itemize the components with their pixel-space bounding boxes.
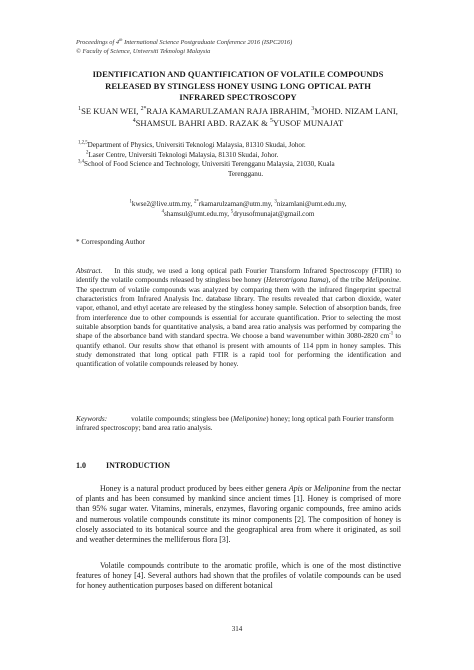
email-link[interactable]: kwse2@live.utm.my, [131,200,194,208]
author-emails: $^1$kwse2@live.utm.my, $^{2*}$rkamarulzaman@utm.my, $^3$nizamlani@umt.edu.my, $^4$shamsul@umt.edu.my, $^5$dryusofmunajat@gmail.com [129,199,347,219]
section-heading [76,461,170,470]
intro-paragraph: Honey is a natural product produced by bees either genera Apis or Meliponine from the nectar of plants and has been consumed by mankind since ancient times [1]. Honey is comprised of more than 95% sugar water. Vitamins, minerals, enzymes, flavoring organic compounds, free amino acids and numerous volatile compounds constitute its minor components [2]. The composition of honey is closely associated to its botanical source and the geographical area from where it originated, as soil and weather determines the melliferous flora [3]. [76,484,401,545]
section-title: INTRODUCTION [106,461,171,470]
abstract: Abstract. In this study, we used a long optical path Fourier Transform Infrared Spectroscopy (FTIR) to identify the volatile compounds released by stingless bee honey (Heterotrigona Itama), of the tribe Meliponine. The spectrum of volatile compounds was analyzed by comparing them with the infrared fingerprint spectral characteristics from Infrared Analysis Inc. database library. The results revealed that carbon dioxide, water vapor, ethanol, and ethyl acetate are released by the stingless honey sample. Selection of absorption bands, free from interference due to other compounds is essential for accurate quantification. Prior to selecting the most suitable absorption bands for quantitative analysis, a band area ratio analysis was performed by comparing the shape of the absorbance band with standard spectra. We choose a band wavenumber within 3080-2820 $cm^{-1}$ to quantify ethanol. Our results show that ethanol is present with amounts of 114 ppm in honey samples. This study demonstrated that long optical path FTIR is a rapid tool for performing the identification and quantification of volatile compounds released by honey. [76,267,402,369]
affiliation-3: $^{3,4}$School of Food Science and Technology, Universiti Terengganu Malaysia, 21030, Kuala [78,159,335,169]
running-header [76,38,292,56]
affiliations [78,141,408,179]
section-number: 1.0 [76,461,86,470]
email-link[interactable]: shamsul@umt.edu.my, [164,210,231,219]
affiliation-3-cont: Terengganu. [228,169,264,178]
page-number: 314 [231,625,243,633]
keywords-label: Keywords: [76,415,108,423]
keywords: Keywords: volatile compounds; stingless bee (Meliponine) honey; long optical path Fourier transform infrared spectroscopy; band area ratio analysis. [76,415,394,433]
copyright-line: © Faculty of Science, Universiti Teknologi Malaysia [76,48,211,55]
email-link[interactable]: rkamarulzaman@utm.my, [198,200,275,208]
author-list: $^1$SE KUAN WEI, $^{2*}$RAJA KAMARULZAMAN RAJA IBRAHIM, $^3$MOHD. NIZAM LANI, $^4$SHAMSUL BAHRI ABD. RAZAK & $^5$YUSOF MUNAJAT [78,106,398,128]
email-link[interactable]: nizamlani@umt.edu.my, [276,200,347,208]
affiliation-2: $^2$Laser Centre, Universiti Teknologi Malaysia, 81310 Skudai, Johor. [86,150,279,159]
conference-line: Proceedings of 4th International Science Postgraduate Conference 2016 (ISPC2016) [76,36,293,46]
corresponding-author-note: * Corresponding Author [76,238,145,246]
paper-title: IDENTIFICATION AND QUANTIFICATION OF VOLATILE COMPOUNDS RELEASED BY STINGLESS HONEY USING LONG OPTICAL PATH INFRARED SPECTROSCOPY [92,69,384,103]
abstract-label: Abstract. [76,267,103,275]
affiliation-1: $^{1,2,5}$Department of Physics, Universiti Teknologi Malaysia, 81310 Skudai, Johor. [78,140,306,149]
email-link[interactable]: dryusofmunajat@gmail.com [233,210,315,219]
intro-paragraph: Volatile compounds contribute to the aromatic profile, which is one of the most distinctive features of honey [4]. Several authors had shown that the profiles of volatile compounds can be used for honey authentication purposes based on different botanical [76,561,401,591]
